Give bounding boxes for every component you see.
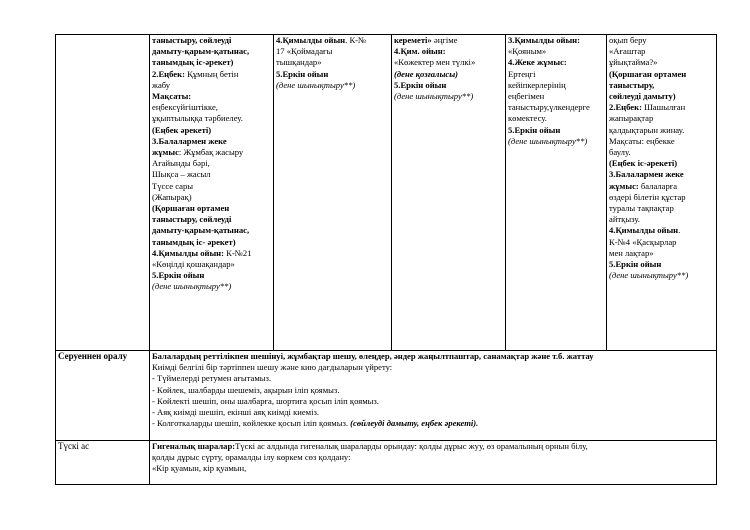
cell-line-text: Шықса – жасыл — [152, 169, 211, 180]
cell-line — [609, 214, 714, 225]
walk-line-last — [152, 418, 714, 429]
cell-line — [609, 91, 714, 102]
cell-line — [152, 147, 271, 158]
cell-line-text: 4.Қимылды ойын — [609, 225, 679, 236]
cell-line-text: өздері білетін құстар — [609, 191, 686, 202]
row-label-lunch — [56, 441, 150, 485]
cell-line-text: мен лақтар» — [609, 247, 654, 258]
cell-line-text: таныстыру, — [609, 79, 655, 90]
cell-line-rest: Шашылған — [644, 102, 686, 113]
cell-line — [508, 46, 604, 57]
cell-line — [508, 136, 604, 147]
cell-line-text: (дене қозғалысы) — [394, 68, 459, 79]
cell-line — [609, 203, 714, 214]
cell-line — [609, 136, 714, 147]
cell-line — [276, 35, 389, 46]
cell-line — [508, 69, 604, 80]
cell-line — [152, 158, 271, 169]
cell-line — [609, 80, 714, 91]
cell-line-text: Ертеңгі — [508, 68, 536, 79]
cell-line-text: таныстыру,үлкендерге — [508, 102, 590, 113]
cell-line-text: еңбегімен — [508, 91, 545, 102]
cell-line-text: Мақсаты: — [152, 91, 192, 102]
cell-line — [152, 136, 271, 147]
cell-line-text: 5.Еркін ойын — [394, 79, 447, 90]
cell-line-text: «Көжектер мен түлкі» — [394, 57, 476, 68]
cell-line — [152, 214, 271, 225]
cell-line-text: 5.Еркін ойын — [276, 68, 329, 79]
cell-line — [152, 270, 271, 281]
cell-line-text: кейіпкерлерінің — [508, 79, 566, 90]
cell-line — [609, 181, 714, 192]
day-cell-3 — [392, 35, 506, 351]
cell-line-text: қалдықтарын жинау. — [609, 124, 685, 135]
cell-line-text: танымдық іс-әрекет) — [152, 57, 234, 68]
cell-line — [152, 35, 271, 46]
cell-line-text: 4.Қимылды ойын — [276, 35, 346, 45]
cell-line-text: Мақсаты: еңбекке — [609, 135, 675, 146]
cell-line-text: айтқызу. — [609, 214, 640, 225]
lunch-heading-rest: Түскі ас алдында гигеналық шараларды орындау: қолды дұрыс жуу, өз орамалының орнын білу, — [235, 441, 588, 451]
cell-line-text: ұйықтайма?» — [609, 57, 658, 68]
cell-line-text: (дене шынықтыру**) — [152, 281, 232, 292]
walk-heading: Балалардың реттілікпен шешінуі, жұмбақтар шешу, өлеңдер, әндер жаңылтпаштар, санамақтар және т.б. жаттау — [152, 351, 594, 361]
cell-line — [152, 80, 271, 91]
cell-line — [609, 35, 714, 46]
cell-line — [609, 57, 714, 68]
schedule-table — [55, 34, 717, 485]
cell-line — [152, 169, 271, 180]
cell-line — [609, 237, 714, 248]
cell-line-text: (Еңбек әрекеті) — [152, 124, 212, 135]
walk-line: - Көйлекті шешіп, оны шалбарға, шортиға қосып іліп қоямыз. — [152, 395, 379, 406]
cell-line-rest: . — [678, 225, 681, 236]
cell-line — [276, 46, 389, 57]
cell-line — [609, 169, 714, 180]
cell-line — [152, 69, 271, 80]
cell-line — [508, 125, 604, 136]
cell-line-text: 3.Балалармен жеке — [609, 169, 684, 180]
cell-line-text: 4.Қимылды ойын: — [152, 247, 227, 258]
cell-line — [152, 192, 271, 203]
cell-line — [609, 69, 714, 80]
walk-line: - Аяқ киімді шешіп, екінші аяқ киімді киеміз. — [152, 407, 320, 418]
cell-line-text: 5.Еркін ойын — [508, 124, 561, 135]
cell-line-rest: . К-№ — [345, 35, 367, 45]
cell-line-text: дамыту-қарым-қатынас, — [152, 46, 250, 57]
cell-line-text: Ағайынды бәрі, — [152, 158, 210, 169]
cell-line — [152, 125, 271, 136]
cell-line-text: «Қояным» — [508, 46, 547, 57]
cell-line — [152, 102, 271, 113]
cell-line — [152, 237, 271, 248]
cell-line-text: (Қоршаған ортамен — [152, 203, 230, 214]
cell-line-rest: Құмның бетін — [187, 68, 239, 79]
cell-line — [152, 203, 271, 214]
cell-line-text: сөйлеуді дамыту) — [609, 91, 676, 102]
walk-line: - Көйлек, шалбарды шешеміз, ақырын іліп қоямыз. — [152, 384, 340, 395]
cell-line-text: К-№4 «Қасқырлар — [609, 236, 677, 247]
walk-note: (сөйлеуді дамыту, еңбек әрекеті). — [350, 418, 479, 429]
cell-line-text: (Жапырақ) — [152, 191, 192, 202]
cell-line-text: кереметі» — [394, 35, 434, 45]
cell-line — [508, 91, 604, 102]
cell-line — [152, 46, 271, 57]
cell-line — [394, 57, 503, 68]
cell-line-text: (дене шынықтыру**) — [508, 135, 588, 146]
cell-line — [152, 225, 271, 236]
cell-line-text: Түссе сары — [152, 180, 194, 191]
walk-line: - Түймелерді ретумен ағытамыз. — [152, 373, 272, 384]
lunch-line: қолды дұрыс сүрту, орамалды ілу көркем сөз қолдану: — [152, 452, 351, 463]
cell-line-text: дамыту-қарым-қатынас, — [152, 225, 250, 236]
cell-line-text: ұқыптылыққа тәрбиелеу. — [152, 113, 243, 124]
walk-content — [150, 351, 717, 441]
cell-line-text: (дене шынықтыру**) — [394, 91, 474, 102]
cell-line — [152, 281, 271, 292]
cell-line-rest: : Жұмбақ жасыру — [178, 147, 244, 158]
lunch-heading-line — [152, 441, 714, 452]
cell-line-text: көмектесу. — [508, 113, 547, 124]
cell-line — [152, 248, 271, 259]
cell-line-text: баулу. — [609, 147, 631, 158]
cell-line — [152, 259, 271, 270]
row-label-walk-return — [56, 351, 150, 441]
cell-line-text: таныстыру, сөйлеуді — [152, 35, 232, 45]
cell-line-text: жапырақтар — [609, 113, 654, 124]
lunch-row — [56, 441, 717, 485]
day-cell-4 — [506, 35, 607, 351]
cell-line-text: 4.Жеке жұмыс: — [508, 57, 567, 68]
cell-line — [508, 57, 604, 68]
cell-line-text: 4.Қим. ойын: — [394, 46, 446, 57]
cell-line — [276, 57, 389, 68]
cell-line — [394, 35, 503, 46]
cell-line-text: 17 «Қоймадағы — [276, 46, 333, 57]
cell-line — [609, 113, 714, 124]
cell-line-text: «Ағаштар — [609, 46, 646, 57]
cell-line-text: таныстыру, сөйлеуді — [152, 214, 232, 225]
lunch-line: «Кір қуамын, кір қуамын, — [152, 463, 247, 474]
cell-line — [276, 69, 389, 80]
cell-line — [394, 46, 503, 57]
cell-line-text: 5.Еркін ойын — [152, 270, 205, 281]
cell-line — [394, 80, 503, 91]
cell-line — [609, 158, 714, 169]
cell-line — [508, 113, 604, 124]
cell-line — [152, 181, 271, 192]
lunch-label: Түскі ас — [58, 441, 90, 451]
cell-line-text: еңбексүйгіштікке, — [152, 102, 218, 113]
cell-line-text: (дене шынықтыру**) — [276, 79, 356, 90]
cell-line-text: 3.Қимылды ойын: — [508, 35, 580, 45]
day-cell-2 — [274, 35, 392, 351]
cell-line-text: 5.Еркін ойын — [609, 259, 662, 270]
day-cell-1 — [150, 35, 274, 351]
cell-line-text: жабу — [152, 79, 171, 90]
cell-line-text: 3.Балалармен жеке — [152, 135, 227, 146]
cell-line — [152, 91, 271, 102]
cell-line — [609, 46, 714, 57]
walk-line-text: - Колготкаларды шешіп, көйлекке қосып іліп қоямыз. — [152, 418, 351, 429]
cell-line-text: (Еңбек іс-әрекеті) — [609, 158, 678, 169]
cell-line-text: жұмыс — [152, 147, 179, 158]
cell-line — [394, 69, 503, 80]
cell-line — [609, 270, 714, 281]
cell-line-text: оқып беру — [609, 35, 647, 45]
cell-line — [152, 57, 271, 68]
cell-line-text: (Қоршаған ортамен — [609, 68, 687, 79]
cell-line — [609, 102, 714, 113]
cell-line-text: «Көңілді қошақандар» — [152, 259, 235, 270]
cell-line-text: 2.Еңбек: — [152, 68, 188, 79]
cell-line — [508, 80, 604, 91]
day-cell-5 — [607, 35, 717, 351]
cell-line — [508, 35, 604, 46]
walk-label: Серуеннен оралу — [58, 351, 128, 361]
cell-line — [609, 259, 714, 270]
cell-line-text: 2.Еңбек: — [609, 102, 645, 113]
cell-line — [508, 102, 604, 113]
cell-line — [276, 80, 389, 91]
activity-row — [56, 35, 717, 351]
row-label-empty — [56, 35, 150, 351]
cell-line-rest: К-№21 — [226, 247, 252, 258]
cell-line — [609, 225, 714, 236]
walk-line: Киімді белгілі бір тәртіппен шешу және кию дағдыларын үйрету: — [152, 362, 393, 373]
cell-line-text: тышқандар» — [276, 57, 322, 68]
cell-line — [609, 192, 714, 203]
cell-line-text: танымдық іс- әрекет) — [152, 236, 236, 247]
walk-return-row — [56, 351, 717, 441]
cell-line-rest: балаларға — [640, 180, 678, 191]
cell-line — [609, 248, 714, 259]
lunch-content — [150, 441, 717, 485]
cell-line-rest: әңгіме — [433, 35, 458, 45]
cell-line-text: туралы тақпақтар — [609, 203, 674, 214]
cell-line — [609, 147, 714, 158]
cell-line — [609, 125, 714, 136]
cell-line — [394, 91, 503, 102]
cell-line-text: (дене шынықтыру**) — [609, 270, 689, 281]
cell-line — [152, 113, 271, 124]
cell-line-text: жұмыс: — [609, 180, 641, 191]
lunch-heading: Гигеналық шаралар: — [152, 441, 236, 451]
